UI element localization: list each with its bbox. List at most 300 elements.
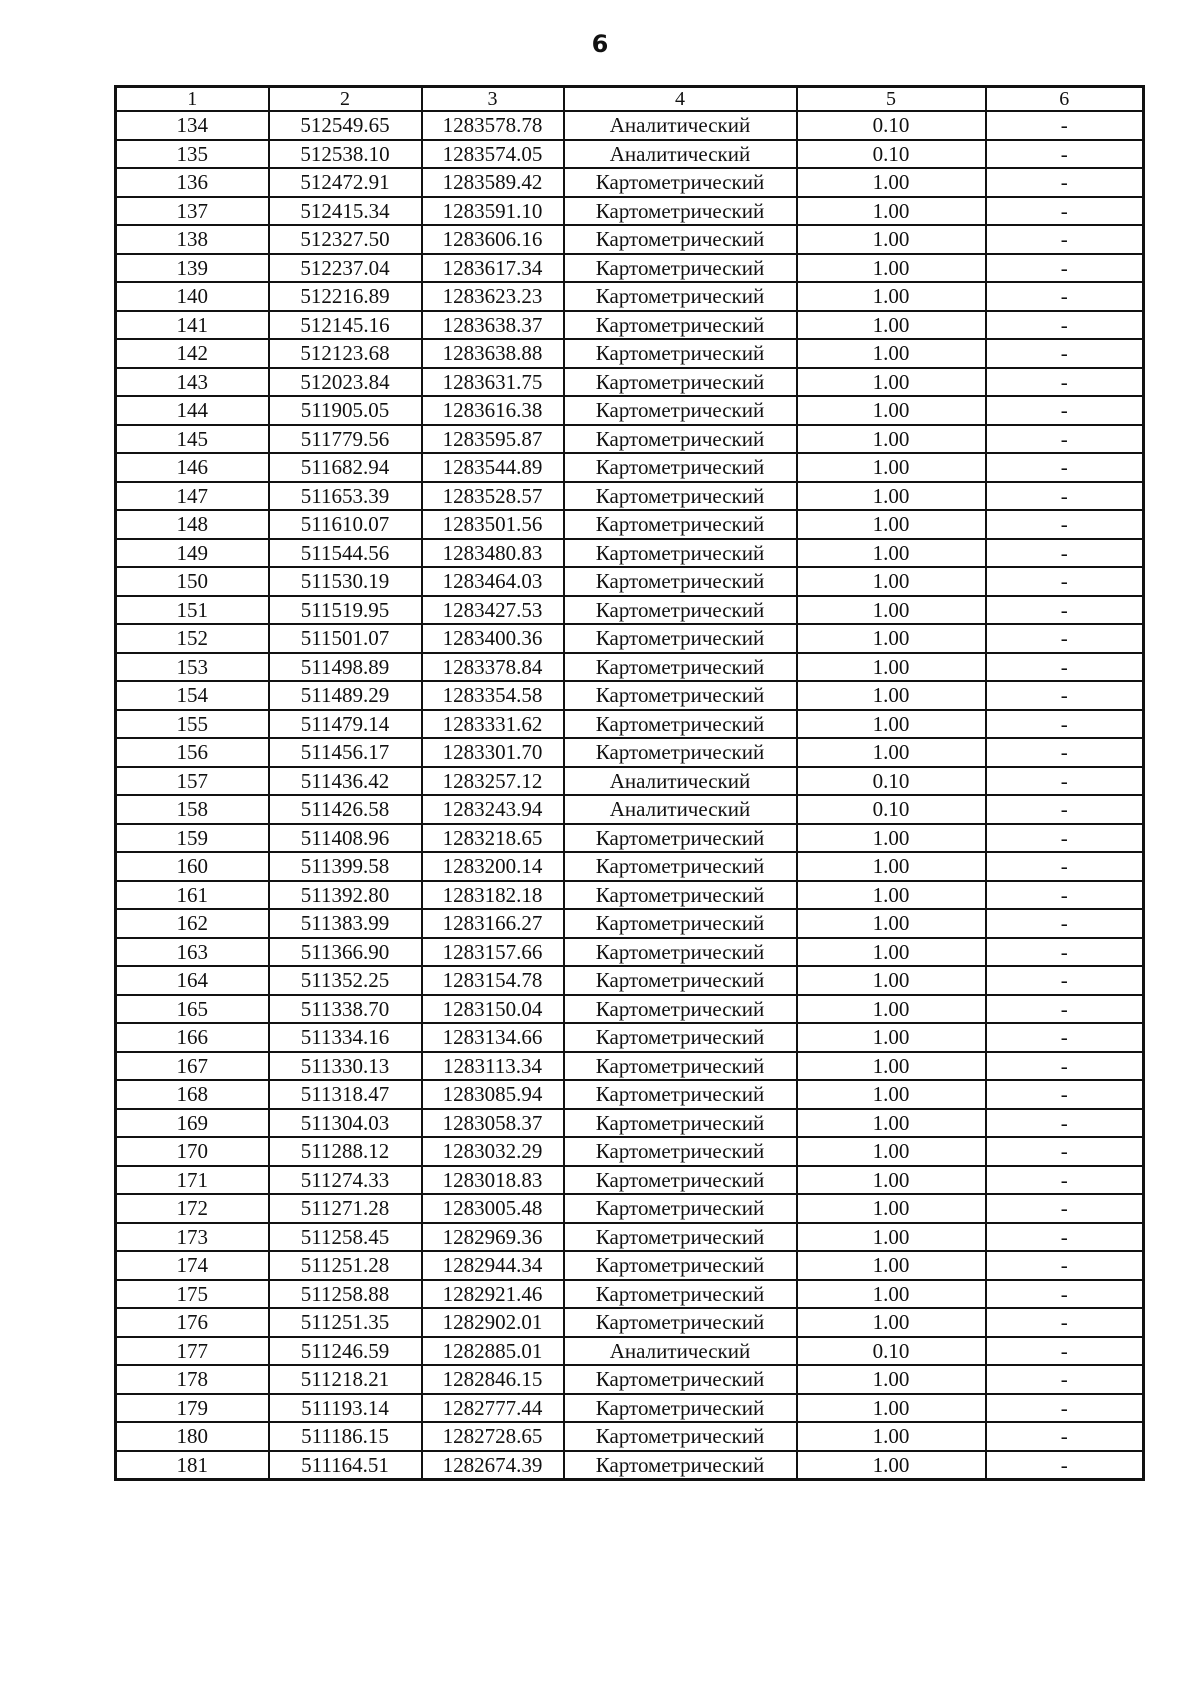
x-coordinate-cell: 511352.25 <box>269 966 422 995</box>
accuracy-cell: 1.00 <box>797 482 986 511</box>
accuracy-cell: 1.00 <box>797 567 986 596</box>
note-cell: - <box>986 596 1144 625</box>
accuracy-cell: 1.00 <box>797 1023 986 1052</box>
method-cell: Картометрический <box>564 510 797 539</box>
x-coordinate-cell: 511271.28 <box>269 1194 422 1223</box>
point-number-cell: 165 <box>116 995 269 1024</box>
accuracy-cell: 1.00 <box>797 995 986 1024</box>
accuracy-cell: 1.00 <box>797 1137 986 1166</box>
y-coordinate-cell: 1283200.14 <box>422 852 564 881</box>
x-coordinate-cell: 511304.03 <box>269 1109 422 1138</box>
note-cell: - <box>986 1280 1144 1309</box>
method-cell: Аналитический <box>564 111 797 140</box>
table-row <box>116 311 1144 340</box>
table-row <box>116 140 1144 169</box>
point-number-cell: 152 <box>116 624 269 653</box>
method-cell: Картометрический <box>564 653 797 682</box>
x-coordinate-cell: 511682.94 <box>269 453 422 482</box>
y-coordinate-cell: 1283134.66 <box>422 1023 564 1052</box>
method-cell: Картометрический <box>564 539 797 568</box>
y-coordinate-cell: 1283182.18 <box>422 881 564 910</box>
y-coordinate-cell: 1283589.42 <box>422 168 564 197</box>
note-cell: - <box>986 1451 1144 1480</box>
table-row <box>116 909 1144 938</box>
y-coordinate-cell: 1283354.58 <box>422 681 564 710</box>
y-coordinate-cell: 1282728.65 <box>422 1422 564 1451</box>
method-cell: Картометрический <box>564 567 797 596</box>
point-number-cell: 155 <box>116 710 269 739</box>
point-number-cell: 154 <box>116 681 269 710</box>
table-row <box>116 539 1144 568</box>
y-coordinate-cell: 1283085.94 <box>422 1080 564 1109</box>
method-cell: Картометрический <box>564 995 797 1024</box>
note-cell: - <box>986 510 1144 539</box>
note-cell: - <box>986 339 1144 368</box>
table-row <box>116 282 1144 311</box>
table-row <box>116 710 1144 739</box>
point-number-cell: 159 <box>116 824 269 853</box>
y-coordinate-cell: 1283400.36 <box>422 624 564 653</box>
x-coordinate-cell: 512538.10 <box>269 140 422 169</box>
accuracy-cell: 1.00 <box>797 368 986 397</box>
x-coordinate-cell: 511479.14 <box>269 710 422 739</box>
y-coordinate-cell: 1282921.46 <box>422 1280 564 1309</box>
note-cell: - <box>986 453 1144 482</box>
x-coordinate-cell: 512415.34 <box>269 197 422 226</box>
accuracy-cell: 1.00 <box>797 425 986 454</box>
method-cell: Картометрический <box>564 282 797 311</box>
x-coordinate-cell: 511530.19 <box>269 567 422 596</box>
table-row <box>116 681 1144 710</box>
table-row <box>116 1451 1144 1480</box>
x-coordinate-cell: 511330.13 <box>269 1052 422 1081</box>
note-cell: - <box>986 311 1144 340</box>
point-number-cell: 146 <box>116 453 269 482</box>
point-number-cell: 164 <box>116 966 269 995</box>
y-coordinate-cell: 1283301.70 <box>422 738 564 767</box>
table-row <box>116 396 1144 425</box>
note-cell: - <box>986 1023 1144 1052</box>
method-cell: Картометрический <box>564 681 797 710</box>
method-cell: Картометрический <box>564 596 797 625</box>
table-row <box>116 1223 1144 1252</box>
note-cell: - <box>986 396 1144 425</box>
x-coordinate-cell: 511318.47 <box>269 1080 422 1109</box>
accuracy-cell: 1.00 <box>797 1109 986 1138</box>
point-number-cell: 141 <box>116 311 269 340</box>
y-coordinate-cell: 1282969.36 <box>422 1223 564 1252</box>
note-cell: - <box>986 1194 1144 1223</box>
accuracy-cell: 1.00 <box>797 254 986 283</box>
table-row <box>116 1308 1144 1337</box>
accuracy-cell: 1.00 <box>797 1251 986 1280</box>
table-row <box>116 1137 1144 1166</box>
point-number-cell: 178 <box>116 1365 269 1394</box>
y-coordinate-cell: 1283018.83 <box>422 1166 564 1195</box>
y-coordinate-cell: 1283331.62 <box>422 710 564 739</box>
table-row <box>116 995 1144 1024</box>
table-row <box>116 1394 1144 1423</box>
y-coordinate-cell: 1283058.37 <box>422 1109 564 1138</box>
point-number-cell: 172 <box>116 1194 269 1223</box>
method-cell: Аналитический <box>564 767 797 796</box>
x-coordinate-cell: 511436.42 <box>269 767 422 796</box>
method-cell: Картометрический <box>564 482 797 511</box>
accuracy-cell: 1.00 <box>797 824 986 853</box>
note-cell: - <box>986 1365 1144 1394</box>
note-cell: - <box>986 1166 1144 1195</box>
accuracy-cell: 1.00 <box>797 1166 986 1195</box>
point-number-cell: 147 <box>116 482 269 511</box>
x-coordinate-cell: 512216.89 <box>269 282 422 311</box>
method-cell: Картометрический <box>564 311 797 340</box>
table-row <box>116 168 1144 197</box>
accuracy-cell: 1.00 <box>797 852 986 881</box>
y-coordinate-cell: 1283150.04 <box>422 995 564 1024</box>
x-coordinate-cell: 512237.04 <box>269 254 422 283</box>
y-coordinate-cell: 1282902.01 <box>422 1308 564 1337</box>
accuracy-cell: 1.00 <box>797 1451 986 1480</box>
accuracy-cell: 1.00 <box>797 1223 986 1252</box>
note-cell: - <box>986 1109 1144 1138</box>
table-row <box>116 1422 1144 1451</box>
x-coordinate-cell: 512145.16 <box>269 311 422 340</box>
accuracy-cell: 1.00 <box>797 596 986 625</box>
x-coordinate-cell: 512327.50 <box>269 225 422 254</box>
table-row <box>116 453 1144 482</box>
note-cell: - <box>986 225 1144 254</box>
x-coordinate-cell: 511274.33 <box>269 1166 422 1195</box>
y-coordinate-cell: 1282846.15 <box>422 1365 564 1394</box>
note-cell: - <box>986 1052 1144 1081</box>
x-coordinate-cell: 511653.39 <box>269 482 422 511</box>
method-cell: Картометрический <box>564 425 797 454</box>
accuracy-cell: 1.00 <box>797 653 986 682</box>
y-coordinate-cell: 1283480.83 <box>422 539 564 568</box>
method-cell: Картометрический <box>564 225 797 254</box>
point-number-cell: 176 <box>116 1308 269 1337</box>
x-coordinate-cell: 511251.28 <box>269 1251 422 1280</box>
table-row <box>116 966 1144 995</box>
method-cell: Картометрический <box>564 254 797 283</box>
note-cell: - <box>986 938 1144 967</box>
table-row <box>116 368 1144 397</box>
x-coordinate-cell: 511498.89 <box>269 653 422 682</box>
method-cell: Аналитический <box>564 140 797 169</box>
y-coordinate-cell: 1282674.39 <box>422 1451 564 1480</box>
point-number-cell: 157 <box>116 767 269 796</box>
table-row <box>116 1280 1144 1309</box>
method-cell: Картометрический <box>564 1052 797 1081</box>
note-cell: - <box>986 852 1144 881</box>
method-cell: Картометрический <box>564 368 797 397</box>
note-cell: - <box>986 539 1144 568</box>
x-coordinate-cell: 511258.45 <box>269 1223 422 1252</box>
table-row <box>116 1023 1144 1052</box>
table-row <box>116 596 1144 625</box>
note-cell: - <box>986 995 1144 1024</box>
table-row <box>116 938 1144 967</box>
point-number-cell: 135 <box>116 140 269 169</box>
y-coordinate-cell: 1282944.34 <box>422 1251 564 1280</box>
note-cell: - <box>986 567 1144 596</box>
x-coordinate-cell: 511334.16 <box>269 1023 422 1052</box>
table-row <box>116 1080 1144 1109</box>
method-cell: Картометрический <box>564 1308 797 1337</box>
table-body <box>116 111 1144 1480</box>
y-coordinate-cell: 1283427.53 <box>422 596 564 625</box>
note-cell: - <box>986 282 1144 311</box>
method-cell: Картометрический <box>564 1223 797 1252</box>
y-coordinate-cell: 1283032.29 <box>422 1137 564 1166</box>
point-number-cell: 174 <box>116 1251 269 1280</box>
note-cell: - <box>986 966 1144 995</box>
point-number-cell: 177 <box>116 1337 269 1366</box>
note-cell: - <box>986 1394 1144 1423</box>
method-cell: Картометрический <box>564 339 797 368</box>
accuracy-cell: 1.00 <box>797 225 986 254</box>
y-coordinate-cell: 1283631.75 <box>422 368 564 397</box>
x-coordinate-cell: 511399.58 <box>269 852 422 881</box>
accuracy-cell: 1.00 <box>797 1394 986 1423</box>
method-cell: Картометрический <box>564 824 797 853</box>
point-number-cell: 138 <box>116 225 269 254</box>
table-row <box>116 111 1144 140</box>
note-cell: - <box>986 1308 1144 1337</box>
point-number-cell: 151 <box>116 596 269 625</box>
point-number-cell: 169 <box>116 1109 269 1138</box>
table-row <box>116 225 1144 254</box>
table-row <box>116 624 1144 653</box>
x-coordinate-cell: 511288.12 <box>269 1137 422 1166</box>
note-cell: - <box>986 767 1144 796</box>
method-cell: Картометрический <box>564 1023 797 1052</box>
x-coordinate-cell: 511338.70 <box>269 995 422 1024</box>
method-cell: Картометрический <box>564 1251 797 1280</box>
method-cell: Картометрический <box>564 168 797 197</box>
y-coordinate-cell: 1283617.34 <box>422 254 564 283</box>
method-cell: Картометрический <box>564 624 797 653</box>
method-cell: Картометрический <box>564 710 797 739</box>
y-coordinate-cell: 1283154.78 <box>422 966 564 995</box>
point-number-cell: 143 <box>116 368 269 397</box>
note-cell: - <box>986 1137 1144 1166</box>
accuracy-cell: 1.00 <box>797 938 986 967</box>
column-header: 4 <box>564 87 797 112</box>
table-row <box>116 1337 1144 1366</box>
note-cell: - <box>986 738 1144 767</box>
note-cell: - <box>986 111 1144 140</box>
column-header: 3 <box>422 87 564 112</box>
point-number-cell: 161 <box>116 881 269 910</box>
y-coordinate-cell: 1283528.57 <box>422 482 564 511</box>
method-cell: Картометрический <box>564 938 797 967</box>
table-row <box>116 738 1144 767</box>
method-cell: Картометрический <box>564 1422 797 1451</box>
note-cell: - <box>986 1337 1144 1366</box>
point-number-cell: 160 <box>116 852 269 881</box>
accuracy-cell: 1.00 <box>797 1280 986 1309</box>
note-cell: - <box>986 909 1144 938</box>
column-header: 5 <box>797 87 986 112</box>
point-number-cell: 145 <box>116 425 269 454</box>
x-coordinate-cell: 511392.80 <box>269 881 422 910</box>
point-number-cell: 158 <box>116 795 269 824</box>
point-number-cell: 181 <box>116 1451 269 1480</box>
x-coordinate-cell: 512023.84 <box>269 368 422 397</box>
table-row <box>116 1251 1144 1280</box>
point-number-cell: 162 <box>116 909 269 938</box>
x-coordinate-cell: 512472.91 <box>269 168 422 197</box>
accuracy-cell: 0.10 <box>797 767 986 796</box>
point-number-cell: 180 <box>116 1422 269 1451</box>
y-coordinate-cell: 1282885.01 <box>422 1337 564 1366</box>
method-cell: Картометрический <box>564 1137 797 1166</box>
x-coordinate-cell: 512123.68 <box>269 339 422 368</box>
note-cell: - <box>986 624 1144 653</box>
x-coordinate-cell: 511258.88 <box>269 1280 422 1309</box>
accuracy-cell: 0.10 <box>797 140 986 169</box>
accuracy-cell: 1.00 <box>797 282 986 311</box>
y-coordinate-cell: 1282777.44 <box>422 1394 564 1423</box>
table-row <box>116 1194 1144 1223</box>
accuracy-cell: 1.00 <box>797 738 986 767</box>
method-cell: Картометрический <box>564 453 797 482</box>
note-cell: - <box>986 653 1144 682</box>
y-coordinate-cell: 1283166.27 <box>422 909 564 938</box>
accuracy-cell: 1.00 <box>797 681 986 710</box>
method-cell: Картометрический <box>564 197 797 226</box>
method-cell: Картометрический <box>564 1394 797 1423</box>
y-coordinate-cell: 1283257.12 <box>422 767 564 796</box>
method-cell: Картометрический <box>564 881 797 910</box>
note-cell: - <box>986 1080 1144 1109</box>
note-cell: - <box>986 681 1144 710</box>
y-coordinate-cell: 1283243.94 <box>422 795 564 824</box>
accuracy-cell: 1.00 <box>797 311 986 340</box>
table-row <box>116 510 1144 539</box>
accuracy-cell: 0.10 <box>797 1337 986 1366</box>
note-cell: - <box>986 1251 1144 1280</box>
point-number-cell: 168 <box>116 1080 269 1109</box>
point-number-cell: 139 <box>116 254 269 283</box>
point-number-cell: 179 <box>116 1394 269 1423</box>
table-row <box>116 653 1144 682</box>
accuracy-cell: 1.00 <box>797 909 986 938</box>
method-cell: Картометрический <box>564 1166 797 1195</box>
table-row <box>116 339 1144 368</box>
point-number-cell: 144 <box>116 396 269 425</box>
point-number-cell: 171 <box>116 1166 269 1195</box>
method-cell: Картометрический <box>564 1280 797 1309</box>
accuracy-cell: 1.00 <box>797 396 986 425</box>
method-cell: Картометрический <box>564 1080 797 1109</box>
method-cell: Картометрический <box>564 852 797 881</box>
method-cell: Картометрический <box>564 396 797 425</box>
table-row <box>116 795 1144 824</box>
y-coordinate-cell: 1283623.23 <box>422 282 564 311</box>
column-header: 1 <box>116 87 269 112</box>
table-row <box>116 1109 1144 1138</box>
y-coordinate-cell: 1283218.65 <box>422 824 564 853</box>
note-cell: - <box>986 425 1144 454</box>
note-cell: - <box>986 881 1144 910</box>
accuracy-cell: 1.00 <box>797 1052 986 1081</box>
note-cell: - <box>986 254 1144 283</box>
note-cell: - <box>986 197 1144 226</box>
note-cell: - <box>986 710 1144 739</box>
accuracy-cell: 1.00 <box>797 339 986 368</box>
note-cell: - <box>986 482 1144 511</box>
accuracy-cell: 1.00 <box>797 453 986 482</box>
method-cell: Картометрический <box>564 1194 797 1223</box>
accuracy-cell: 1.00 <box>797 624 986 653</box>
accuracy-cell: 1.00 <box>797 510 986 539</box>
table-row <box>116 254 1144 283</box>
method-cell: Картометрический <box>564 1365 797 1394</box>
accuracy-cell: 1.00 <box>797 966 986 995</box>
note-cell: - <box>986 1223 1144 1252</box>
point-number-cell: 134 <box>116 111 269 140</box>
point-number-cell: 167 <box>116 1052 269 1081</box>
y-coordinate-cell: 1283616.38 <box>422 396 564 425</box>
method-cell: Аналитический <box>564 795 797 824</box>
point-number-cell: 173 <box>116 1223 269 1252</box>
note-cell: - <box>986 795 1144 824</box>
table-row <box>116 824 1144 853</box>
y-coordinate-cell: 1283005.48 <box>422 1194 564 1223</box>
accuracy-cell: 1.00 <box>797 881 986 910</box>
y-coordinate-cell: 1283595.87 <box>422 425 564 454</box>
x-coordinate-cell: 511251.35 <box>269 1308 422 1337</box>
x-coordinate-cell: 511426.58 <box>269 795 422 824</box>
x-coordinate-cell: 511905.05 <box>269 396 422 425</box>
accuracy-cell: 1.00 <box>797 710 986 739</box>
accuracy-cell: 1.00 <box>797 1308 986 1337</box>
point-number-cell: 149 <box>116 539 269 568</box>
column-header: 2 <box>269 87 422 112</box>
table-row <box>116 852 1144 881</box>
column-header: 6 <box>986 87 1144 112</box>
coordinates-table <box>114 85 1145 1481</box>
x-coordinate-cell: 511501.07 <box>269 624 422 653</box>
y-coordinate-cell: 1283574.05 <box>422 140 564 169</box>
point-number-cell: 150 <box>116 567 269 596</box>
y-coordinate-cell: 1283464.03 <box>422 567 564 596</box>
method-cell: Картометрический <box>564 909 797 938</box>
y-coordinate-cell: 1283378.84 <box>422 653 564 682</box>
y-coordinate-cell: 1283501.56 <box>422 510 564 539</box>
accuracy-cell: 1.00 <box>797 197 986 226</box>
table-row <box>116 482 1144 511</box>
accuracy-cell: 1.00 <box>797 539 986 568</box>
point-number-cell: 175 <box>116 1280 269 1309</box>
x-coordinate-cell: 511779.56 <box>269 425 422 454</box>
point-number-cell: 140 <box>116 282 269 311</box>
method-cell: Картометрический <box>564 1451 797 1480</box>
x-coordinate-cell: 511610.07 <box>269 510 422 539</box>
y-coordinate-cell: 1283113.34 <box>422 1052 564 1081</box>
point-number-cell: 148 <box>116 510 269 539</box>
y-coordinate-cell: 1283544.89 <box>422 453 564 482</box>
point-number-cell: 156 <box>116 738 269 767</box>
point-number-cell: 163 <box>116 938 269 967</box>
accuracy-cell: 0.10 <box>797 795 986 824</box>
table-row <box>116 425 1144 454</box>
y-coordinate-cell: 1283606.16 <box>422 225 564 254</box>
x-coordinate-cell: 511366.90 <box>269 938 422 967</box>
method-cell: Аналитический <box>564 1337 797 1366</box>
